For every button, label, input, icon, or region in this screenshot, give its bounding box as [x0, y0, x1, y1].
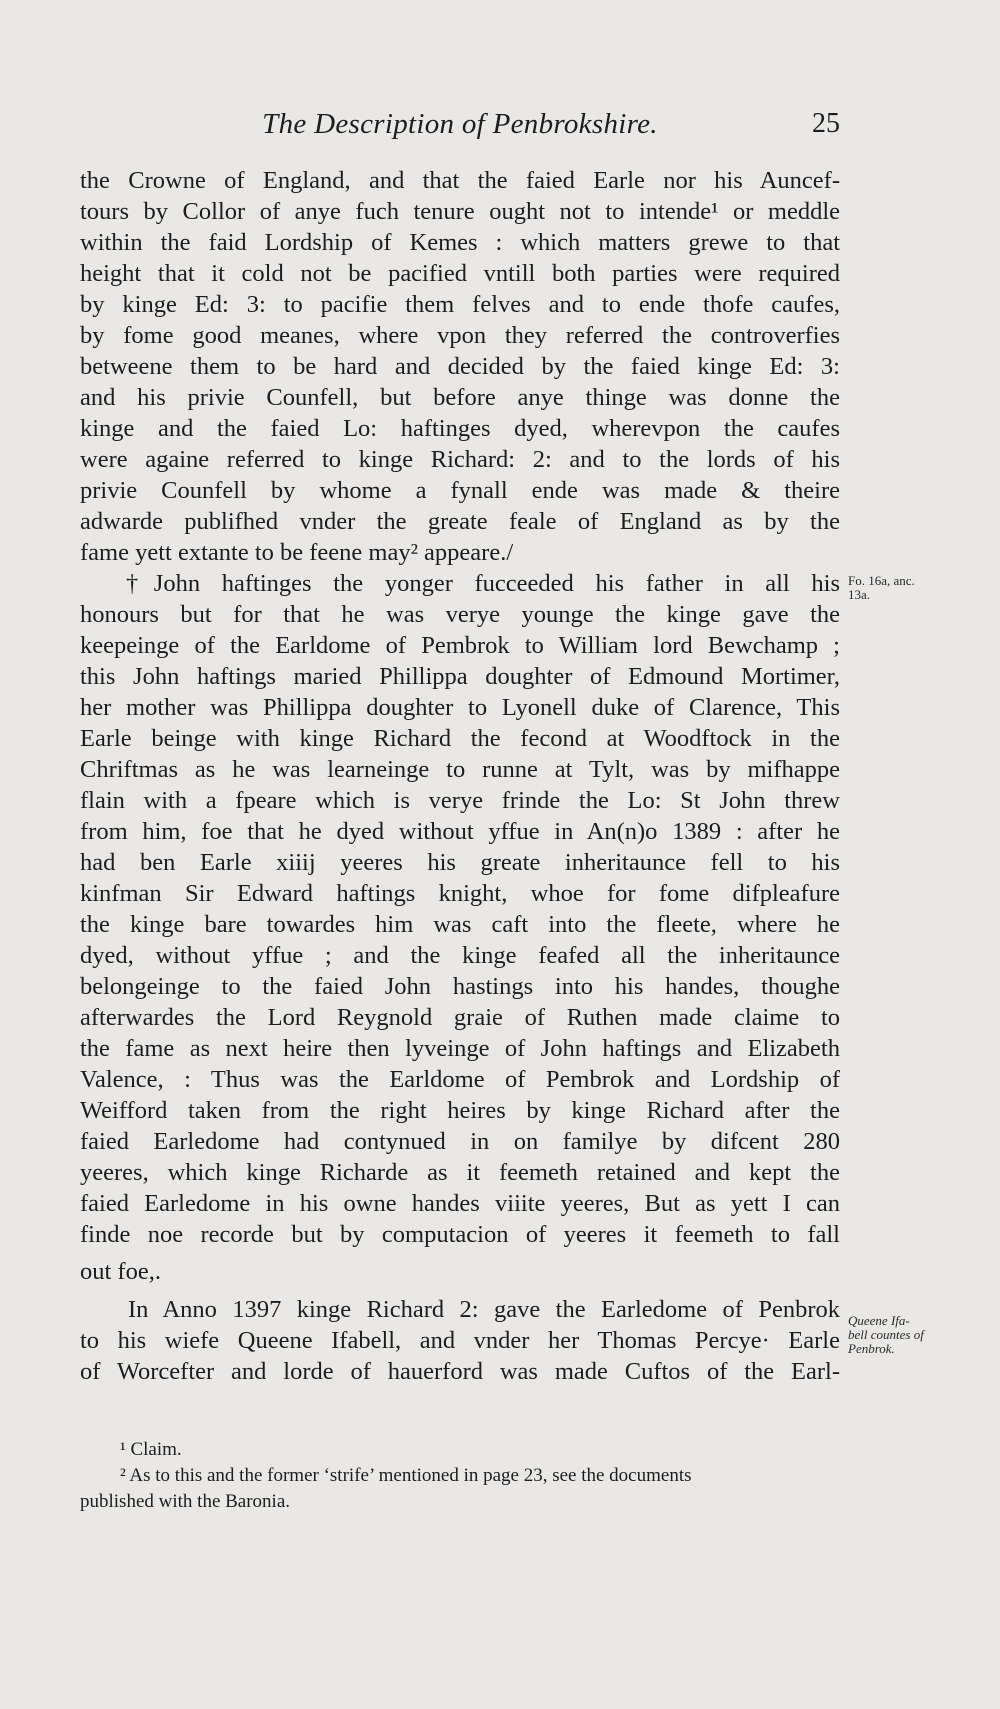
- text-line: yeeres, which kinge Richarde as it feemeth retained and kept the: [80, 1159, 840, 1186]
- text-line: privie Counfell by whome a fynall ende was made & theire: [80, 477, 840, 504]
- text-line: faied Earledome had contynued in on familye by difcent 280: [80, 1128, 840, 1155]
- text-line: †John haftinges the yonger fucceeded his father in all his: [126, 570, 840, 597]
- text-line: tours by Collor of anye fuch tenure ought not to intende¹ or meddle: [80, 198, 840, 225]
- text-line: Chriftmas as he was learneinge to runne at Tylt, was by mifhappe: [80, 756, 840, 783]
- text-line: afterwardes the Lord Reygnold graie of Ruthen made claime to: [80, 1004, 840, 1031]
- text-line: out foe,.: [80, 1258, 161, 1285]
- text-line: finde noe recorde but by computacion of yeeres it feemeth to fall: [80, 1221, 840, 1248]
- text-line: keepeinge of the Earldome of Pembrok to William lord Bewchamp ;: [80, 632, 840, 659]
- text-line: the fame as next heire then lyveinge of John haftings and Elizabeth: [80, 1035, 840, 1062]
- text-line: were againe referred to kinge Richard: 2: and to the lords of his: [80, 446, 840, 473]
- margin-note-queene: Queene Ifa- bell countes of Penbrok.: [848, 1313, 924, 1356]
- text-line: dyed, without yffue ; and the kinge feafed all the inheritaunce: [80, 942, 840, 969]
- footnote-2-continued: published with the Baronia.: [80, 1491, 291, 1512]
- text-line: of Worcefter and lorde of hauerford was made Cuftos of the Earl-: [80, 1358, 840, 1385]
- margin-note-folio: Fo. 16a, anc. 13a.: [848, 573, 915, 602]
- text-line: honours but for that he was verye younge the kinge gave the: [80, 601, 840, 628]
- footnote-1: ¹ Claim.: [120, 1439, 182, 1460]
- text-line: to his wiefe Queene Ifabell, and vnder her Thomas Percye· Earle: [80, 1327, 840, 1354]
- text-line: from him, foe that he dyed without yffue in An(n)o 1389 : after he: [80, 818, 840, 845]
- text-line: the Crowne of England, and that the faied Earle nor his Auncef-: [80, 167, 840, 194]
- text-line: this John haftings maried Phillippa doughter of Edmound Mortimer,: [80, 663, 840, 690]
- footnotes: [80, 1437, 860, 1515]
- text-line: her mother was Phillippa doughter to Lyonell duke of Clarence, This: [80, 694, 840, 721]
- text-line: belongeinge to the faied John hastings into his handes, thoughe: [80, 973, 840, 1000]
- text-line: by kinge Ed: 3: to pacifie them felves and to ende thofe caufes,: [80, 291, 840, 318]
- text-line: height that it cold not be pacified vntill both parties were required: [80, 260, 840, 287]
- text-line: betweene them to be hard and decided by the faied kinge Ed: 3:: [80, 353, 840, 380]
- text-line: Valence, : Thus was the Earldome of Pembrok and Lordship of: [80, 1066, 840, 1093]
- text-line: and his privie Counfell, but before anye thinge was donne the: [80, 384, 840, 411]
- text-line: kinfman Sir Edward haftings knight, whoe for fome difpleafure: [80, 880, 840, 907]
- text-line: kinge and the faied Lo: haftinges dyed, wherevpon the caufes: [80, 415, 840, 442]
- text-line: adwarde publifhed vnder the greate feale of England as by the: [80, 508, 840, 535]
- page-number: 25: [812, 108, 840, 139]
- text-line: fame yett extante to be feene may² appeare./: [80, 539, 514, 566]
- text-line: Weifford taken from the right heires by kinge Richard after the: [80, 1097, 840, 1124]
- running-title: The Description of Penbrokshire.: [262, 108, 658, 140]
- text-line: within the faid Lordship of Kemes : which matters grewe to that: [80, 229, 840, 256]
- text-line: flain with a fpeare which is verye frinde the Lo: St John threw: [80, 787, 840, 814]
- text-line: faied Earledome in his owne handes viiite yeeres, But as yett I can: [80, 1190, 840, 1217]
- text-line: In Anno 1397 kinge Richard 2: gave the Earledome of Penbrok: [128, 1296, 840, 1323]
- text-line: Earle beinge with kinge Richard the fecond at Woodftock in the: [80, 725, 840, 752]
- text-line: had ben Earle xiiij yeeres his greate inheritaunce fell to his: [80, 849, 840, 876]
- text-line: the kinge bare towardes him was caft into the fleete, where he: [80, 911, 840, 938]
- page-header: [80, 108, 840, 152]
- main-text: [80, 165, 840, 1387]
- text-line: by fome good meanes, where vpon they referred the controverfies: [80, 322, 840, 349]
- footnote-2: ² As to this and the former ‘strife’ mentioned in page 23, see the documents: [120, 1465, 692, 1486]
